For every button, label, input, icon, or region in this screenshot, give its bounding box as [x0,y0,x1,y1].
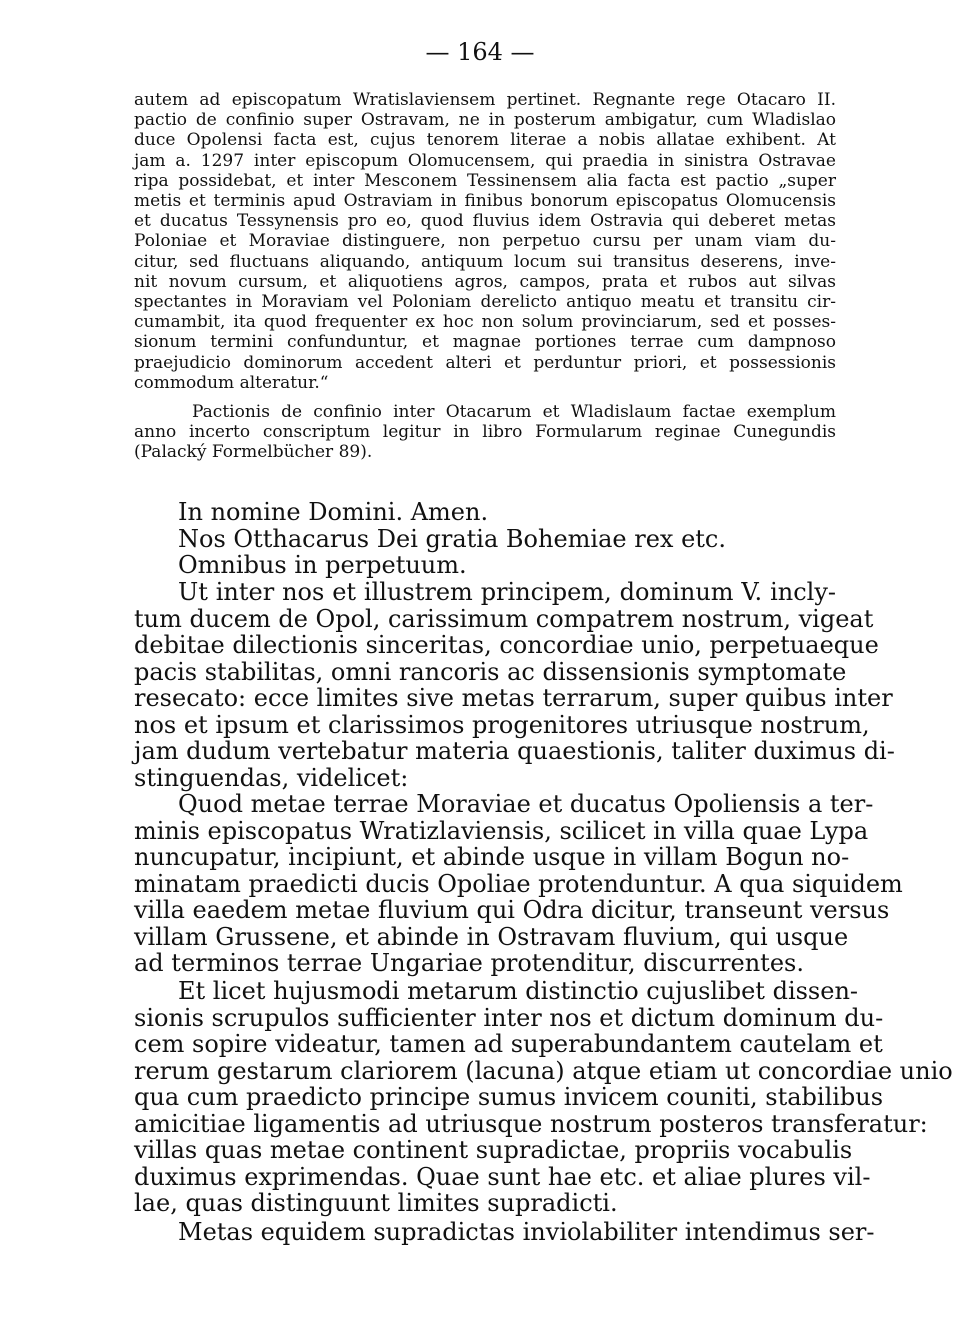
text-line: nuncupatur, incipiunt, et abinde usque in villam Bogun no- [134,843,850,871]
text-line: Et licet hujusmodi metarum distinctio cujuslibet dissen- [178,977,859,1005]
text-line: villas quas metae continent supradictae, propriis vocabulis [134,1136,853,1164]
text-line: praejudicio dominorum accedent alteri et perduntur priori, et possessionis [134,352,836,373]
text-line: stinguendas, videlicet: [134,763,409,792]
text-line: villa eaedem metae fluvium qui Odra dicitur, transeunt versus [134,896,890,924]
page-number: — 164 — [425,38,535,66]
text-line: spectantes in Moraviam vel Poloniam derelicto antiquo meatu et transitu cir- [134,292,836,312]
text-line: cem sopire videatur, tamen ad superabundantem cautelam et [134,1030,883,1058]
text-line: ripa possidebat, et inter Mesconem Tessinensem alia facta est pactio „super [134,170,836,191]
text-line: minatam praedicti ducis Opoliae protenduntur. A qua siquidem [134,869,903,898]
text-line: debitae dilectionis sinceritas, concordiae unio, perpetuaeque [134,631,879,659]
text-line: Pactionis de confinio inter Otacarum et Wladislaum factae exemplum [192,402,836,422]
text-line: In nomine Domini. Amen. [178,498,489,526]
text-line: ad terminos terrae Ungariae protenditur, discurrentes. [134,949,804,977]
text-line: jam a. 1297 inter episcopum Olomucensem, qui praedia in sinistra Ostravae [134,150,836,171]
text-line: (Palacký Formelbücher 89). [134,442,373,463]
text-line: lae, quas distinguunt limites supradicti. [134,1189,618,1217]
text-line: sionum termini confunduntur, et magnae portiones terrae cum dampnoso [134,332,836,353]
text-line: commodum alteratur.“ [134,372,329,393]
text-line: Metas equidem supradictas inviolabiliter intendimus ser- [178,1218,875,1246]
text-line: metis et terminis apud Ostraviam in finibus bonorum episcopatus Olomucensis [134,191,836,211]
text-line: nit novum cursum, et aliquotiens agros, campos, prata et rubos aut silvas [134,271,836,292]
text-line: rerum gestarum clariorem (lacuna) atque etiam ut concordiae unio [134,1056,953,1085]
text-line: citur, sed fluctuans aliquando, antiquum locum sui transitus deserens, inve- [134,251,836,272]
text-line: sionis scrupulos sufficienter inter nos et dictum dominum du- [134,1003,884,1032]
text-line: resecato: ecce limites sive metas terrarum, super quibus inter [134,684,893,712]
text-line: Quod metae terrae Moraviae et ducatus Opoliensis a ter- [178,790,874,818]
text-line: duximus exprimendas. Quae sunt hae etc. et aliae plures vil- [134,1162,871,1191]
text-line: Nos Otthacarus Dei gratia Bohemiae rex etc. [178,524,726,553]
text-line: villam Grussene, et abinde in Ostravam fluvium, qui usque [134,922,849,951]
text-line: cumambit, ita quod frequenter ex hoc non solum provinciarum, sed et posses- [134,312,836,333]
text-line: duce Opolensi facta est, cujus tenorem literae a nobis allatae exhibent. At [134,130,836,151]
text-line: nos et ipsum et clarissimos progenitores utriusque nostrum, [134,710,870,739]
text-line: anno incerto conscriptum legitur in libro Formularum reginae Cunegundis [134,422,836,443]
text-line: amicitiae ligamentis ad utriusque nostrum posteros transferatur: [134,1109,928,1138]
text-line: tum ducem de Opol, carissimum compatrem nostrum, vigeat [134,604,874,633]
text-line: minis episcopatus Wratizlaviensis, scilicet in villa quae Lypa [134,816,869,845]
text-line: pacis stabilitas, omni rancoris ac dissensionis symptomate [134,657,847,686]
text-line: Poloniae et Moraviae distinguere, non perpetuo cursu per unam viam du- [134,231,836,252]
text-line: Omnibus in perpetuum. [178,551,467,579]
text-line: Ut inter nos et illustrem principem, dominum V. incly- [178,578,836,606]
text-line: et ducatus Tessynensis pro eo, quod fluvius idem Ostravia qui deberet metas [134,211,836,232]
text-line: autem ad episcopatum Wratislaviensem pertinet. Regnante rege Otacaro II. [134,90,836,110]
text-line: jam dudum vertebatur materia quaestionis, taliter duximus di- [134,737,895,765]
text-line: pactio de confinio super Ostravam, ne in posterum ambigatur, cum Wladislao [134,110,836,131]
text-line: qua cum praedicto principe sumus invicem couniti, stabilibus [134,1083,884,1111]
